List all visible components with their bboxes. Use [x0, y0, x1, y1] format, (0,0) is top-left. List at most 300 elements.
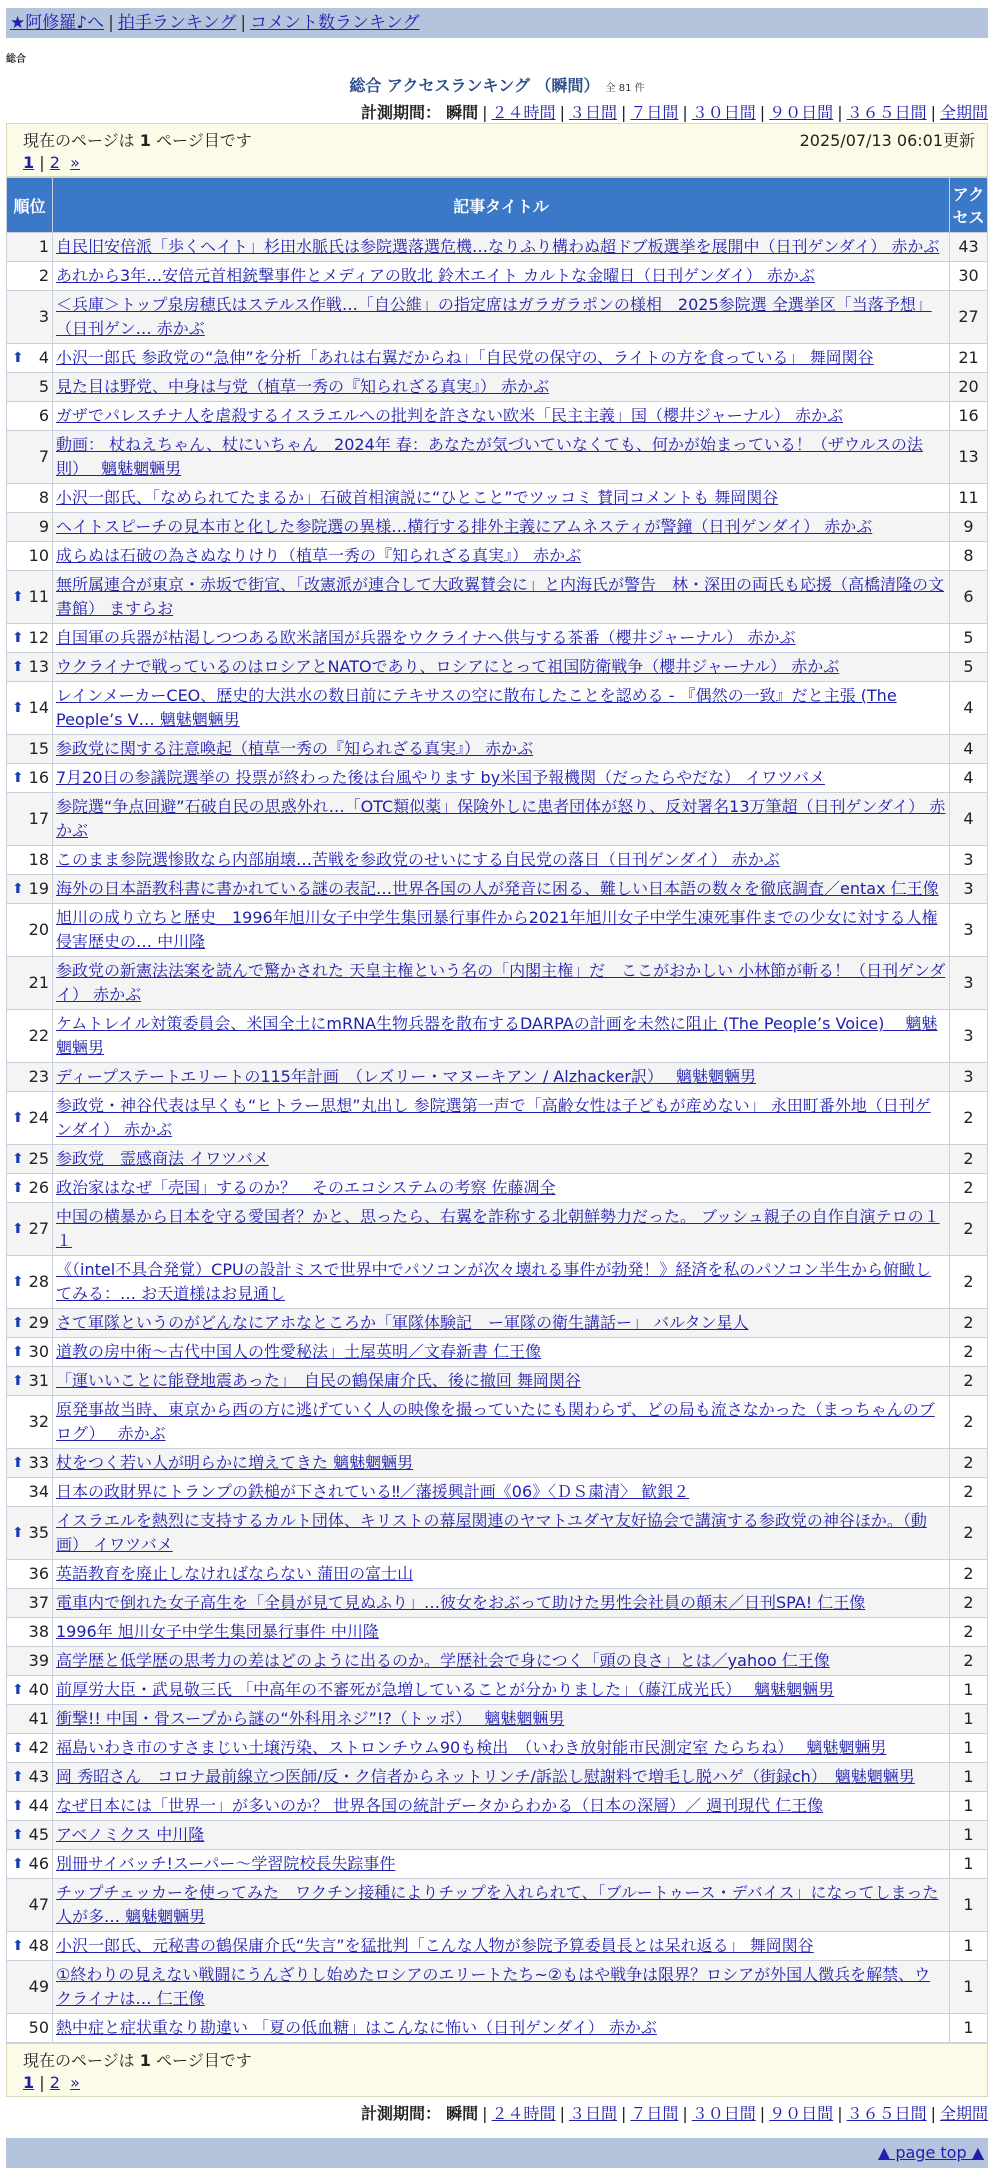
rank-cell	[7, 542, 53, 571]
page-2-link-bottom[interactable]: 2	[49, 2073, 60, 2092]
access-count: 2	[950, 1478, 988, 1507]
rank-number: 32	[28, 1412, 49, 1431]
rank-up-arrow-icon: ⬆	[12, 1455, 24, 1471]
title-cell	[53, 1092, 950, 1145]
title-cell	[53, 1589, 950, 1618]
period-24h[interactable]: ２４時間	[491, 103, 556, 122]
rank-cell	[7, 402, 53, 431]
title-cell	[53, 233, 950, 262]
article-link[interactable]: 《（intel不具合発覚）CPUの設計ミスで世界中でパソコンが次々壊れる事件が勃発！》経済を私のパソコン半生から俯瞰してみる：… お天道様はお見通し	[56, 1260, 932, 1303]
rank-number: 10	[28, 546, 49, 565]
table-row	[7, 571, 988, 624]
rank-number: 39	[28, 1651, 49, 1670]
rank-cell	[7, 1145, 53, 1174]
article-link[interactable]: 福島いわき市のすさまじい土壌汚染、ストロンチウム90も検出 （いわき放射能市民測定室 たらちね） 魑魅魍魎男	[56, 1738, 887, 1757]
rank-cell	[7, 373, 53, 402]
title-cell	[53, 1821, 950, 1850]
access-count: 5	[950, 653, 988, 682]
article-link[interactable]: 日本の政財界にトランプの鉄槌が下されている‼／藩援興計画《06》〈ＤＳ粛清〉 歓銀２	[56, 1482, 690, 1501]
period-all[interactable]: 全期間	[939, 103, 988, 122]
access-count: 2	[950, 1507, 988, 1560]
rank-cell	[7, 1092, 53, 1145]
rank-cell	[7, 957, 53, 1010]
table-row	[7, 542, 988, 571]
rank-number: 31	[28, 1371, 49, 1390]
article-link[interactable]: さて軍隊というのがどんなにアホなところか「軍隊体験記 ー軍隊の衛生講話ー」 バルタン星人	[56, 1313, 749, 1332]
access-count: 1	[950, 1676, 988, 1705]
article-link[interactable]: ヘイトスピーチの見本市と化した参院選の異様…横行する排外主義にアムネスティが警鐘（日刊ゲンダイ） 赤かぶ	[56, 517, 873, 536]
access-count: 1	[950, 2014, 988, 2043]
title-cell	[53, 1647, 950, 1676]
table-row	[7, 1092, 988, 1145]
pager-bottom: 現在のページは 1 ページ目です 1 | 2 »	[6, 2043, 988, 2097]
article-link[interactable]: イスラエルを熱烈に支持するカルト団体、キリストの幕屋関連のヤマトユダヤ友好協会で講演する参政党の神谷ほか。（動画） イワツバメ	[56, 1511, 927, 1554]
rank-cell	[7, 793, 53, 846]
article-link[interactable]: 参政党・神谷代表は早くも“ヒトラー思想”丸出し 参院選第一声で「高齢女性は子どもが産めない」 永田町番外地（日刊ゲンダイ） 赤かぶ	[56, 1096, 931, 1139]
article-link[interactable]: なぜ日本には「世界一」が多いのか？ 世界各国の統計データからわかる（日本の深層）／ 週刊現代 仁王像	[56, 1796, 824, 1815]
rank-cell	[7, 1589, 53, 1618]
table-row	[7, 1647, 988, 1676]
access-count: 2	[950, 1338, 988, 1367]
article-link[interactable]: ＜兵庫＞トップ泉房穂氏はステルス作戦…「自公維」の指定席はガラガラポンの様相 2025参院選 全選挙区「当落予想」（日刊ゲン… 赤かぶ	[56, 295, 932, 338]
article-link[interactable]: 前厚労大臣・武見敬三氏 「中高年の不審死が急増していることが分かりました」（藤江成光氏） 魑魅魍魎男	[56, 1680, 835, 1699]
article-link[interactable]: 成らぬは石破の為さぬなりけり（植草一秀の『知られざる真実』） 赤かぶ	[56, 546, 582, 565]
access-count: 13	[950, 431, 988, 484]
table-row	[7, 484, 988, 513]
page-title	[6, 73, 988, 96]
rank-number: 25	[28, 1149, 49, 1168]
table-row	[7, 1256, 988, 1309]
rank-cell	[7, 1507, 53, 1560]
article-link[interactable]: 見た目は野党、中身は与党（植草一秀の『知られざる真実』） 赤かぶ	[56, 377, 550, 396]
article-link[interactable]: ケムトレイル対策委員会、米国全土にmRNA生物兵器を散布するDARPAの計画を未然に阻止 (The People’s Voice) 魑魅魍魎男	[56, 1014, 938, 1057]
rank-number: 42	[28, 1738, 49, 1757]
table-row	[7, 1850, 988, 1879]
table-row	[7, 875, 988, 904]
rank-cell	[7, 1932, 53, 1961]
access-count: 2	[950, 1647, 988, 1676]
title-cell	[53, 1449, 950, 1478]
section-label: 総合	[6, 54, 26, 65]
page-2-link[interactable]: 2	[49, 153, 60, 172]
rank-up-arrow-icon: ⬆	[12, 881, 24, 897]
table-row	[7, 1396, 988, 1449]
title-cell	[53, 513, 950, 542]
access-count: 4	[950, 682, 988, 735]
title-cell	[53, 373, 950, 402]
rank-up-arrow-icon: ⬆	[12, 1344, 24, 1360]
table-row	[7, 1338, 988, 1367]
table-row	[7, 1734, 988, 1763]
period-7d[interactable]: ７日間	[630, 103, 679, 122]
pager-top: 現在のページは 1 ページ目です 2025/07/13 06:01更新 1 | 2 »	[6, 123, 988, 177]
table-row	[7, 1203, 988, 1256]
table-row	[7, 1145, 988, 1174]
table-row	[7, 513, 988, 542]
rank-up-arrow-icon: ⬆	[12, 1110, 24, 1126]
access-count: 2	[950, 1174, 988, 1203]
article-link[interactable]: ウクライナで戦っているのはロシアとNATOであり、ロシアにとって祖国防衛戦争（櫻井ジャーナル） 赤かぶ	[56, 657, 840, 676]
rank-up-arrow-icon: ⬆	[12, 1221, 24, 1237]
rank-number: 43	[28, 1767, 49, 1786]
table-row	[7, 1063, 988, 1092]
rank-up-arrow-icon: ⬆	[12, 1938, 24, 1954]
title-cell	[53, 1763, 950, 1792]
table-row	[7, 1507, 988, 1560]
rank-number: 21	[28, 973, 49, 992]
title-cell	[53, 1705, 950, 1734]
rank-cell	[7, 1396, 53, 1449]
rank-number: 45	[28, 1825, 49, 1844]
table-row	[7, 2014, 988, 2043]
article-link[interactable]: 無所属連合が東京・赤坂で街宣、「改憲派が連合して大政翼賛会に」と内海氏が警告 林・深田の両氏も応援（高橋清隆の文書館） ますらお	[56, 575, 945, 618]
rank-cell	[7, 1850, 53, 1879]
access-count: 2	[950, 1367, 988, 1396]
rank-number: 40	[28, 1680, 49, 1699]
article-link[interactable]: 高学歴と低学歴の思考力の差はどのように出るのか。学歴社会で身につく「頭の良さ」とは／yahoo 仁王像	[56, 1651, 830, 1670]
table-row	[7, 431, 988, 484]
article-link[interactable]: 海外の日本語教科書に書かれている謎の表記…世界各国の人が発音に困る、難しい日本語の数々を徹底調査／entax 仁王像	[56, 879, 939, 898]
article-link[interactable]: レインメーカーCEO、歴史的大洪水の数日前にテキサスの空に散布したことを認める - 『偶然の一致』だと主張 (The People’s V… 魑魅魍魎男	[56, 686, 897, 729]
rank-cell	[7, 1063, 53, 1092]
title-cell	[53, 291, 950, 344]
period-7d-bottom[interactable]: ７日間	[630, 2104, 679, 2123]
rank-number: 16	[28, 768, 49, 787]
rank-up-arrow-icon: ⬆	[12, 1274, 24, 1290]
period-30d[interactable]: ３０日間	[691, 103, 756, 122]
title-cell	[53, 1618, 950, 1647]
access-count: 1	[950, 1879, 988, 1932]
period-label: 計測期間：	[361, 103, 442, 122]
title-cell	[53, 1507, 950, 1560]
article-link[interactable]: 「運いいことに能登地震あった」 自民の鶴保庸介氏、後に撤回 舞岡関谷	[56, 1371, 581, 1390]
rank-cell	[7, 875, 53, 904]
title-header: 記事タイトル	[53, 178, 950, 233]
title-cell	[53, 1932, 950, 1961]
period-30d-bottom[interactable]: ３０日間	[691, 2104, 756, 2123]
article-link[interactable]: 1996年 旭川女子中学生集団暴行事件 中川隆	[56, 1622, 379, 1641]
rank-up-arrow-icon: ⬆	[12, 700, 24, 716]
access-count: 4	[950, 764, 988, 793]
article-link[interactable]: チップチェッカーを使ってみた ワクチン接種によりチップを入れられて、「ブルートゥース・デバイス」になってしまった人が多… 魑魅魍魎男	[56, 1883, 939, 1926]
rank-up-arrow-icon: ⬆	[12, 630, 24, 646]
rank-up-arrow-icon: ⬆	[12, 1827, 24, 1843]
rank-number: 50	[28, 2018, 49, 2037]
access-count: 1	[950, 1850, 988, 1879]
rank-number: 48	[28, 1936, 49, 1955]
table-row	[7, 846, 988, 875]
article-link[interactable]: 衝撃!! 中国・骨スープから謎の“外科用ネジ”!?（トッポ） 魑魅魍魎男	[56, 1709, 565, 1728]
table-row	[7, 957, 988, 1010]
rank-cell	[7, 1734, 53, 1763]
title-cell	[53, 846, 950, 875]
article-link[interactable]: アベノミクス 中川隆	[56, 1825, 205, 1844]
table-row	[7, 1676, 988, 1705]
table-row	[7, 1449, 988, 1478]
table-row	[7, 1792, 988, 1821]
article-link[interactable]: 岡 秀昭さん コロナ最前線立つ医師/反・ク信者からネットリンチ/訴訟し慰謝料で増毛し脱ハゲ（街録ch） 魑魅魍魎男	[56, 1767, 915, 1786]
article-link[interactable]: 参政党の新憲法法案を読んで驚かされた 天皇主権という名の「内閣主権」だ ここがおかしい 小林節が斬る！（日刊ゲンダイ） 赤かぶ	[56, 961, 946, 1004]
title-cell	[53, 1010, 950, 1063]
period-selector: 計測期間： 瞬間 | ２４時間 | ３日間 | ７日間 | ３０日間 | ９０日間 | ３６５日間 | 全期間	[361, 103, 988, 122]
access-count: 2	[950, 1145, 988, 1174]
rank-up-arrow-icon: ⬆	[12, 350, 24, 366]
rank-number: 49	[28, 1977, 49, 1996]
access-count: 3	[950, 957, 988, 1010]
rank-up-arrow-icon: ⬆	[12, 1373, 24, 1389]
page-status: 現在のページは 1 ページ目です	[23, 131, 252, 150]
rank-number: 47	[28, 1895, 49, 1914]
rank-cell	[7, 624, 53, 653]
table-row	[7, 1961, 988, 2014]
rank-number: 4	[38, 348, 49, 367]
table-row	[7, 735, 988, 764]
title-cell	[53, 1792, 950, 1821]
rank-cell	[7, 1676, 53, 1705]
comment-ranking-link[interactable]: コメント数ランキング	[250, 13, 420, 33]
clap-ranking-link[interactable]: 拍手ランキング	[117, 13, 237, 33]
article-link[interactable]: 電車内で倒れた女子高生を「全員が見て見ぬふり」…彼女をおぶって助けた男性会社員の顛末／日刊SPA! 仁王像	[56, 1593, 866, 1612]
article-link[interactable]: 政治家はなぜ「売国」するのか？ そのエコシステムの考察 佐藤凋全	[56, 1178, 556, 1197]
rank-cell	[7, 233, 53, 262]
rank-cell	[7, 764, 53, 793]
title-cell	[53, 624, 950, 653]
rank-number: 38	[28, 1622, 49, 1641]
access-count: 3	[950, 904, 988, 957]
period-3d[interactable]: ３日間	[568, 103, 617, 122]
rank-cell	[7, 1647, 53, 1676]
rank-number: 8	[38, 488, 49, 507]
rank-cell	[7, 904, 53, 957]
title-cell	[53, 1676, 950, 1705]
access-count: 21	[950, 344, 988, 373]
access-count: 2	[950, 1203, 988, 1256]
ranking-table	[6, 177, 988, 2043]
table-row	[7, 402, 988, 431]
access-count: 3	[950, 1010, 988, 1063]
article-link[interactable]: 小沢一郎氏、「なめられてたまるか」石破首相演説に“ひとこと”でツッコミ 賛同コメントも 舞岡関谷	[56, 488, 779, 507]
rank-up-arrow-icon: ⬆	[12, 1525, 24, 1541]
item-count: 全 81 件	[605, 83, 645, 94]
article-link[interactable]: 参政党 霊感商法 イワツバメ	[56, 1149, 269, 1168]
rank-number: 27	[28, 1219, 49, 1238]
rank-cell	[7, 344, 53, 373]
period-selector-bottom: 計測期間： 瞬間 | ２４時間 | ３日間 | ７日間 | ３０日間 | ９０日間 | ３６５日間 | 全期間	[361, 2104, 988, 2123]
title-cell	[53, 1174, 950, 1203]
title-cell	[53, 1203, 950, 1256]
article-link[interactable]: 参政党に関する注意喚起（植草一秀の『知られざる真実』） 赤かぶ	[56, 739, 534, 758]
article-link[interactable]: あれから3年…安倍元首相銃撃事件とメディアの敗北 鈴木エイト カルトな金曜日（日刊ゲンダイ） 赤かぶ	[56, 266, 815, 285]
access-count: 2	[950, 1396, 988, 1449]
title-cell	[53, 957, 950, 1010]
table-row	[7, 1589, 988, 1618]
next-page-link[interactable]: »	[70, 153, 80, 172]
rank-cell	[7, 1256, 53, 1309]
rank-up-arrow-icon: ⬆	[12, 1315, 24, 1331]
article-link[interactable]: ディープステートエリートの115年計画 （レズリー・マヌーキアン / Alzhacker訳） 魑魅魍魎男	[56, 1067, 757, 1086]
title-cell	[53, 571, 950, 624]
table-row	[7, 1560, 988, 1589]
title-cell	[53, 431, 950, 484]
updated-time: 2025/07/13 06:01更新	[799, 131, 975, 150]
rank-cell	[7, 1478, 53, 1507]
access-count: 1	[950, 1705, 988, 1734]
rank-cell	[7, 735, 53, 764]
access-count: 30	[950, 262, 988, 291]
title-cell	[53, 764, 950, 793]
rank-cell	[7, 2014, 53, 2043]
article-link[interactable]: 小沢一郎氏 参政党の“急伸”を分析「あれは右翼だからね」「自民党の保守の、ライトの方を食っている」 舞岡関谷	[56, 348, 874, 367]
access-count: 2	[950, 1309, 988, 1338]
title-cell	[53, 1367, 950, 1396]
rank-number: 18	[28, 850, 49, 869]
rank-cell	[7, 571, 53, 624]
home-link[interactable]: ★阿修羅♪へ	[10, 13, 105, 33]
title-cell	[53, 1879, 950, 1932]
rank-number: 6	[38, 406, 49, 425]
article-link[interactable]: ①終わりの見えない戦闘にうんざりし始めたロシアのエリートたち~②もはや戦争は限界？ロシアが外国人徴兵を解禁、ウクライナは… 仁王像	[56, 1965, 931, 2008]
title-cell	[53, 1478, 950, 1507]
article-link[interactable]: このまま参院選惨敗なら内部崩壊…苦戦を参政党のせいにする自民党の落日（日刊ゲンダイ） 赤かぶ	[56, 850, 780, 869]
title-cell	[53, 904, 950, 957]
access-count: 1	[950, 1932, 988, 1961]
rank-number: 24	[28, 1108, 49, 1127]
rank-cell	[7, 1309, 53, 1338]
rank-up-arrow-icon: ⬆	[12, 589, 24, 605]
rank-number: 36	[28, 1564, 49, 1583]
rank-number: 15	[28, 739, 49, 758]
title-cell	[53, 653, 950, 682]
rank-cell	[7, 653, 53, 682]
access-count: 9	[950, 513, 988, 542]
rank-number: 7	[38, 447, 49, 466]
rank-number: 3	[38, 307, 49, 326]
title-cell	[53, 1063, 950, 1092]
table-row	[7, 1309, 988, 1338]
table-row	[7, 291, 988, 344]
rank-cell	[7, 513, 53, 542]
article-link[interactable]: 中国の横暴から日本を守る愛国者？かと、思ったら、右翼を詐称する北朝鮮勢力だった。 ブッシュ親子の自作自演テロの１１	[56, 1207, 940, 1250]
access-count: 27	[950, 291, 988, 344]
article-link[interactable]: 英語教育を廃止しなければならない 蒲田の富士山	[56, 1564, 414, 1583]
rank-number: 35	[28, 1523, 49, 1542]
period-90d[interactable]: ９０日間	[769, 103, 834, 122]
access-count: 3	[950, 875, 988, 904]
rank-cell	[7, 846, 53, 875]
rank-cell	[7, 484, 53, 513]
rank-number: 19	[28, 879, 49, 898]
access-count: 6	[950, 571, 988, 624]
rank-number: 12	[28, 628, 49, 647]
ranking-title: 総合 アクセスランキング （瞬間）	[349, 76, 600, 95]
period-3d-bottom[interactable]: ３日間	[568, 2104, 617, 2123]
article-link[interactable]: 熱中症と症状重なり勘違い 「夏の低血糖」はこんなに怖い（日刊ゲンダイ） 赤かぶ	[56, 2018, 657, 2037]
rank-cell	[7, 1010, 53, 1063]
rank-cell	[7, 262, 53, 291]
access-count: 2	[950, 1560, 988, 1589]
rank-up-arrow-icon: ⬆	[12, 1151, 24, 1167]
table-row	[7, 1010, 988, 1063]
rank-cell	[7, 1961, 53, 2014]
title-cell	[53, 1961, 950, 2014]
rank-number: 14	[28, 698, 49, 717]
access-count: 4	[950, 735, 988, 764]
period-all-bottom[interactable]: 全期間	[939, 2104, 988, 2123]
top-nav-bar: ★阿修羅♪へ | 拍手ランキング | コメント数ランキング	[6, 8, 988, 38]
rank-cell	[7, 1821, 53, 1850]
title-cell	[53, 1850, 950, 1879]
access-count: 2	[950, 1256, 988, 1309]
rank-cell	[7, 1367, 53, 1396]
rank-cell	[7, 1203, 53, 1256]
page-top-link[interactable]: ▲ page top ▲	[877, 2143, 984, 2162]
rank-number: 2	[38, 266, 49, 285]
rank-cell	[7, 431, 53, 484]
title-cell	[53, 793, 950, 846]
access-count: 1	[950, 1961, 988, 2014]
table-row	[7, 1821, 988, 1850]
article-link[interactable]: 7月20日の参議院選挙の 投票が終わった後は台風やります by米国予報機関（だったらやだな） イワツバメ	[56, 768, 825, 787]
article-link[interactable]: 原発事故当時、東京から西の方に逃げていく人の映像を撮っていたにも関わらず、どの局も流さなかった（まっちゃんのブログ） 赤かぶ	[56, 1400, 935, 1443]
page-1-link-bottom[interactable]: 1	[23, 2073, 35, 2092]
table-row	[7, 373, 988, 402]
period-90d-bottom[interactable]: ９０日間	[769, 2104, 834, 2123]
rank-header: 順位	[7, 178, 53, 233]
rank-up-arrow-icon: ⬆	[12, 770, 24, 786]
rank-cell	[7, 1792, 53, 1821]
article-link[interactable]: 参院選“争点回避”石破自民の思惑外れ…「OTC類似薬」保険外しに患者団体が怒り、反対署名13万筆超（日刊ゲンダイ） 赤かぶ	[56, 797, 946, 840]
rank-up-arrow-icon: ⬆	[12, 1180, 24, 1196]
table-row	[7, 1367, 988, 1396]
access-count: 1	[950, 1792, 988, 1821]
rank-cell	[7, 682, 53, 735]
rank-cell	[7, 291, 53, 344]
access-count: 11	[950, 484, 988, 513]
rank-up-arrow-icon: ⬆	[12, 659, 24, 675]
access-count: 3	[950, 1063, 988, 1092]
table-row	[7, 764, 988, 793]
article-link[interactable]: 動画： 杖ねえちゃん、杖にいちゃん 2024年 春：あなたが気づいていなくても、何かが始まっている！（ザウルスの法則） 魑魅魍魎男	[56, 435, 923, 478]
period-365d[interactable]: ３６５日間	[846, 103, 927, 122]
access-count: 1	[950, 1763, 988, 1792]
article-link[interactable]: 自民旧安倍派「歩くヘイト」杉田水脈氏は参院選落選危機…なりふり構わぬ超ドブ板選挙を展開中（日刊ゲンダイ） 赤かぶ	[56, 237, 940, 256]
period-current: 瞬間	[446, 103, 479, 122]
article-link[interactable]: ガザでパレスチナ人を虐殺するイスラエルへの批判を許さない欧米「民主主義」国（櫻井ジャーナル） 赤かぶ	[56, 406, 844, 425]
next-page-link-bottom[interactable]: »	[70, 2073, 80, 2092]
rank-cell	[7, 1618, 53, 1647]
article-link[interactable]: 杖をつく若い人が明らかに増えてきた 魑魅魍魎男	[56, 1453, 414, 1472]
rank-number: 26	[28, 1178, 49, 1197]
title-cell	[53, 262, 950, 291]
title-cell	[53, 682, 950, 735]
table-row	[7, 1879, 988, 1932]
table-row	[7, 344, 988, 373]
page-1-link[interactable]: 1	[23, 153, 35, 172]
article-link[interactable]: 道教の房中術～古代中国人の性愛秘法」土屋英明／文春新書 仁王像	[56, 1342, 542, 1361]
rank-number: 33	[28, 1453, 49, 1472]
rank-cell	[7, 1560, 53, 1589]
article-link[interactable]: 自国軍の兵器が枯渇しつつある欧米諸国が兵器をウクライナへ供与する茶番（櫻井ジャーナル） 赤かぶ	[56, 628, 796, 647]
title-cell	[53, 1338, 950, 1367]
period-365d-bottom[interactable]: ３６５日間	[846, 2104, 927, 2123]
table-row	[7, 1932, 988, 1961]
period-24h-bottom[interactable]: ２４時間	[491, 2104, 556, 2123]
article-link[interactable]: 旭川の成り立ちと歴史＿1996年旭川女子中学生集団暴行事件から2021年旭川女子中学生凍死事件までの少女に対する人権侵害歴史の… 中川隆	[56, 908, 938, 951]
article-link[interactable]: 小沢一郎氏、元秘書の鶴保庸介氏“失言”を猛批判「こんな人物が参院予算委員長とは呆れ返る」 舞岡関谷	[56, 1936, 814, 1955]
title-cell	[53, 484, 950, 513]
rank-number: 23	[28, 1067, 49, 1086]
article-link[interactable]: 別冊サイバッチ!スーパー～学習院校長失踪事件	[56, 1854, 396, 1873]
